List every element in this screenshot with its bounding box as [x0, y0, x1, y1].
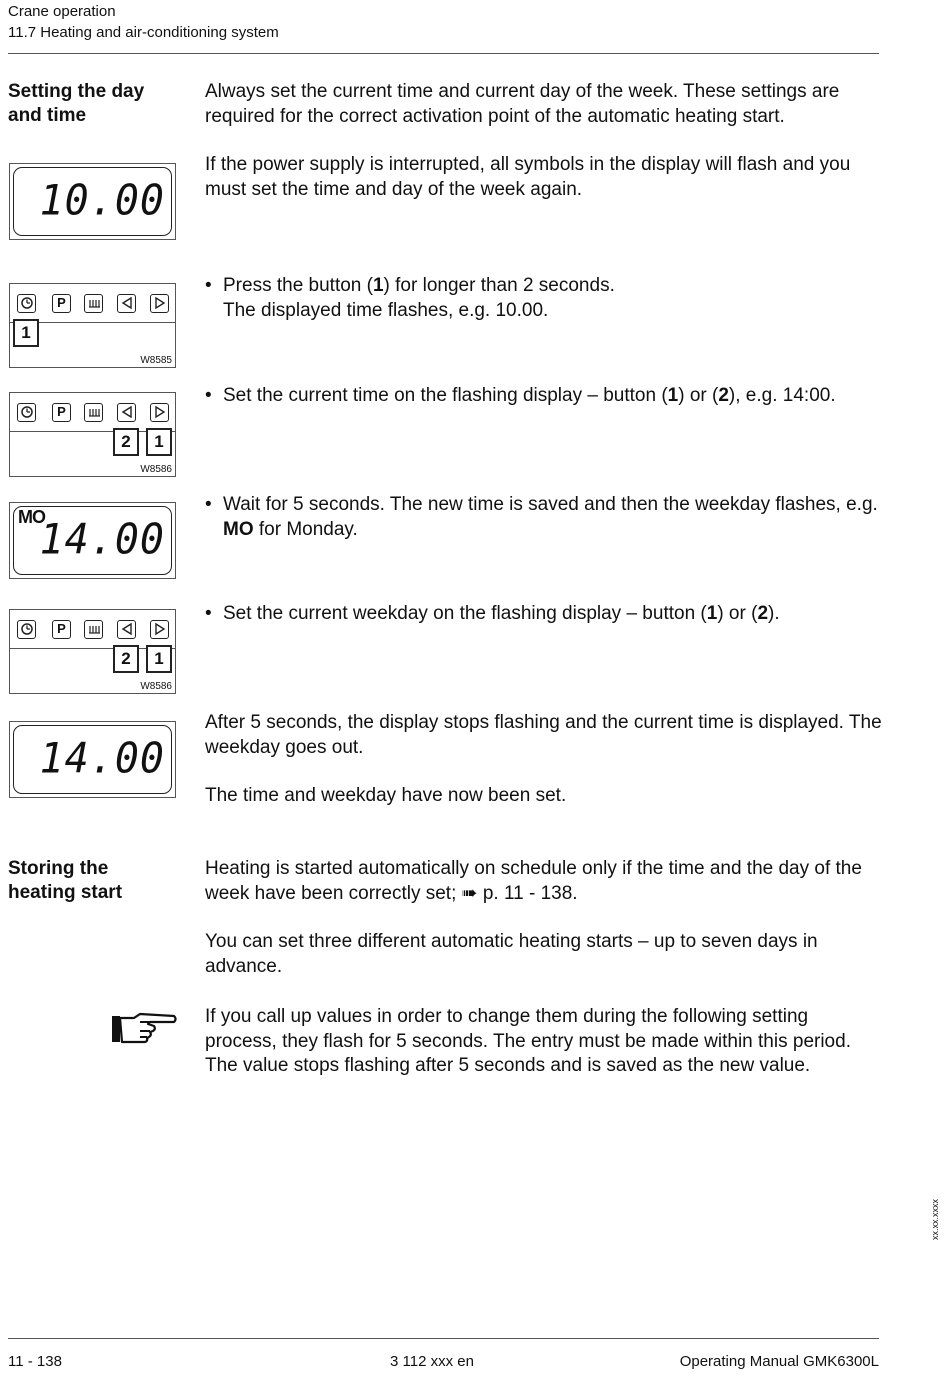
clock-icon	[17, 620, 36, 639]
button-callout-1: 1	[146, 428, 172, 456]
result-paragraph: After 5 seconds, the display stops flashing and the current time is displayed. The weekday goes out.	[205, 712, 882, 758]
button-callout-1: 1	[13, 319, 39, 347]
heater-icon	[84, 294, 103, 313]
bullet-icon: •	[205, 385, 212, 406]
bullet-icon: •	[205, 494, 212, 515]
footer-manual-title: Operating Manual GMK6300L	[679, 1353, 879, 1370]
lcd-digits: 14.00	[39, 734, 165, 784]
button-callout-2: 2	[113, 428, 139, 456]
right-arrow-icon	[150, 294, 169, 313]
button-panel-w8586	[9, 392, 176, 477]
figure-code: W8585	[140, 355, 172, 366]
header-rule	[8, 53, 879, 54]
clock-icon	[17, 403, 36, 422]
lcd-digits: 10.00	[39, 176, 165, 226]
note-paragraph: If you call up values in order to change them during the following setting process, they flash for 5 seconds. The entry must be made within this period. The value stops flashing after 5 seconds and is saved as the new value.	[205, 1006, 851, 1076]
p-icon: P	[52, 620, 71, 639]
header-chapter: Crane operation	[8, 3, 116, 20]
section-heading-storing-heating-start: Storing the heating start	[8, 858, 123, 903]
header-section: 11.7 Heating and air-conditioning system	[8, 24, 279, 41]
bullet-icon: •	[205, 603, 212, 624]
button-panel-w8585	[9, 283, 176, 368]
heater-icon	[84, 403, 103, 422]
footer-rule	[8, 1338, 879, 1339]
footer-doc-number: 3 112 xxx en	[390, 1353, 474, 1370]
button-panel-w8586	[9, 609, 176, 694]
lcd-display-10-00	[9, 163, 176, 240]
confirmation-paragraph: The time and weekday have now been set.	[205, 785, 567, 806]
footer-page-number: 11 - 138	[8, 1353, 62, 1370]
bullet-icon: •	[205, 275, 212, 296]
heating-starts-paragraph: You can set three different automatic heating starts – up to seven days in advance.	[205, 931, 818, 977]
lcd-digits: 14.00	[39, 515, 165, 565]
page-reference-arrow-icon: ➠	[461, 882, 478, 904]
right-arrow-icon	[150, 403, 169, 422]
figure-code: W8586	[140, 464, 172, 475]
margin-date-code: xx.xx.xxxx	[930, 1198, 940, 1240]
intro-paragraph: Always set the current time and current day of the week. These settings are required for the correct activation point of the automatic heating start.	[205, 81, 840, 127]
schedule-paragraph: Heating is started automatically on schedule only if the time and the day of the week have been correctly set; ➠ p. 11 - 138.	[205, 858, 862, 904]
lcd-display-14-00	[9, 721, 176, 798]
power-interrupt-paragraph: If the power supply is interrupted, all symbols in the display will flash and you must set the time and day of the week again.	[205, 154, 851, 200]
p-icon: P	[52, 403, 71, 422]
section-heading-setting-day-time: Setting the day and time	[8, 81, 145, 126]
button-callout-1: 1	[146, 645, 172, 673]
clock-icon	[17, 294, 36, 313]
left-arrow-icon	[117, 294, 136, 313]
left-arrow-icon	[117, 620, 136, 639]
heater-icon	[84, 620, 103, 639]
button-callout-2: 2	[113, 645, 139, 673]
pointing-hand-icon	[110, 1010, 178, 1046]
right-arrow-icon	[150, 620, 169, 639]
figure-code: W8586	[140, 681, 172, 692]
lcd-weekday: MO	[18, 507, 45, 527]
p-icon: P	[52, 294, 71, 313]
left-arrow-icon	[117, 403, 136, 422]
lcd-display-mo-14-00	[9, 502, 176, 579]
